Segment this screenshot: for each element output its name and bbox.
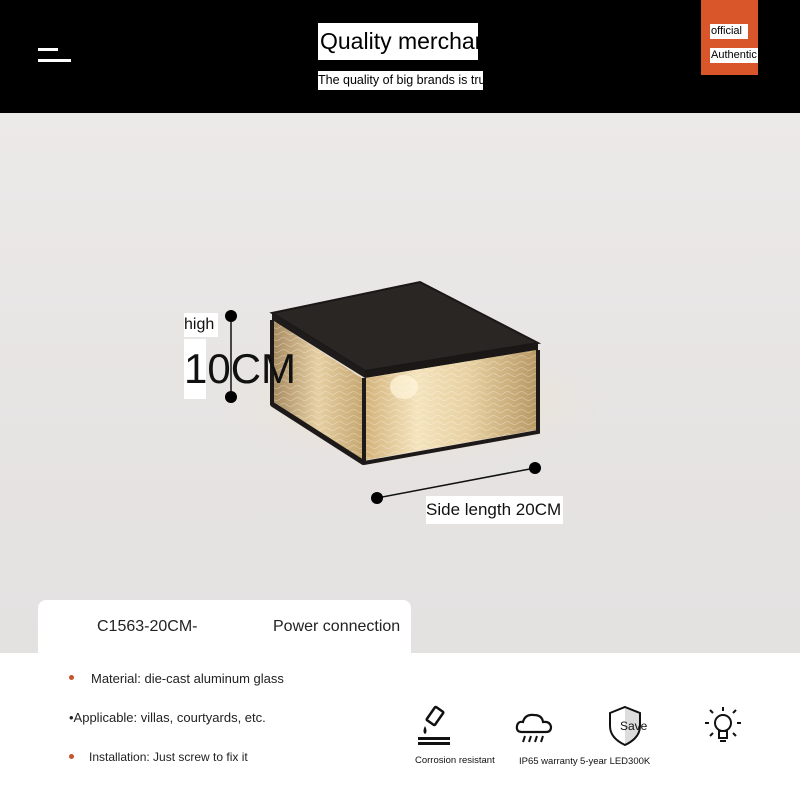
- height-value: 10CM: [184, 345, 297, 392]
- power-connection-label: Power connection: [273, 618, 401, 635]
- feature-label-warranty: 5-year LED300K: [580, 756, 651, 767]
- spec-material: Material: die-cast aluminum glass: [91, 671, 284, 686]
- side-length-label: Side length 20CM: [426, 496, 563, 524]
- corrosion-resistant-icon: [413, 704, 457, 748]
- shield-icon-text: Save: [620, 719, 648, 733]
- model-code: C1563-20CM-: [97, 618, 198, 635]
- spec-installation: Installation: Just screw to fix it: [89, 750, 248, 764]
- page-title: Quality merchandise: [318, 23, 478, 60]
- rain-cloud-icon: [512, 706, 556, 750]
- feature-label-ip65: IP65 warranty: [519, 756, 578, 767]
- badge-authentic-text: Authentic: [711, 49, 757, 61]
- page-subtitle: The quality of big brands is trustworthy: [318, 71, 483, 90]
- badge-official-text: official: [710, 24, 748, 39]
- light-bulb-icon: [701, 704, 745, 748]
- bullet-dot: [69, 754, 74, 759]
- height-label: high: [184, 313, 218, 337]
- feature-label-corrosion: Corrosion resistant: [415, 755, 495, 766]
- spec-applicable: •Applicable: villas, courtyards, etc.: [69, 710, 266, 725]
- bullet-dot: [69, 675, 74, 680]
